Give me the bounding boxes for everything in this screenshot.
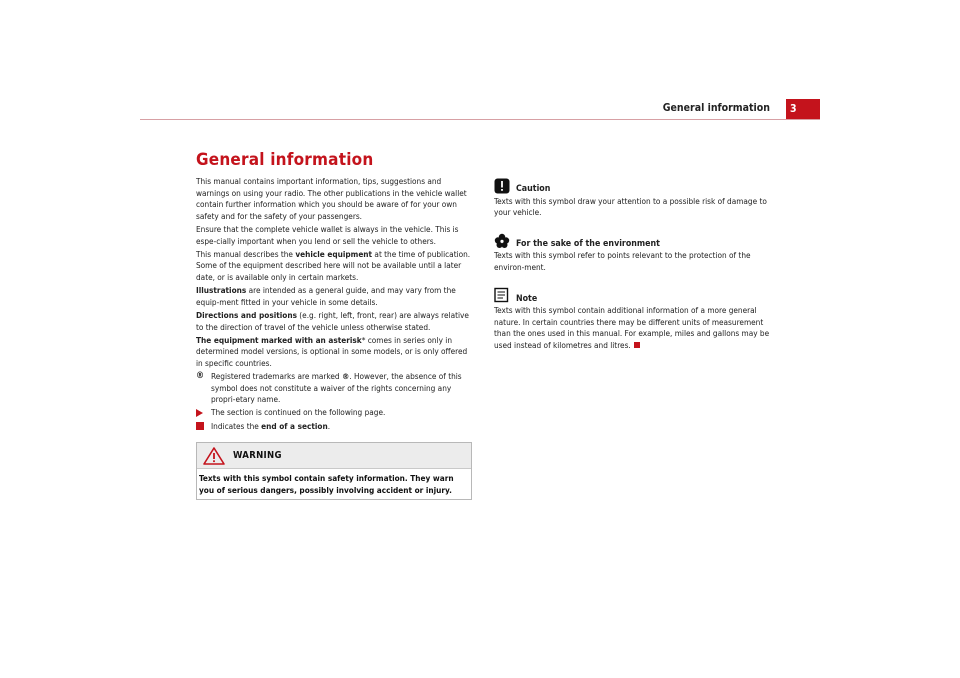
continued-item: The section is continued on the following page. (196, 407, 472, 419)
caution-heading (494, 176, 776, 196)
page-title: General information (196, 150, 374, 170)
continue-arrow-icon (196, 409, 203, 417)
registered-trademark-item: ® Registered trademarks are marked ®. However, the absence of this symbol does not constitute a waiver of the rights concerning any propri-etary name. (196, 371, 462, 405)
note-text: Texts with this symbol contain additional information of a more general nature. In certain countries there may be different units of measurement than the ones used in this manual. For example, miles and gallons may be used instead of kilometres and litres. (494, 305, 770, 350)
directions-paragraph: Directions and positions (e.g. right, left, front, rear) are always relative to the direction of travel of the vehicle unless otherwise stated. (196, 309, 469, 332)
warning-header (197, 443, 471, 469)
header-divider (140, 119, 820, 120)
page-number: 3 (790, 103, 797, 115)
note-heading (494, 286, 776, 306)
asterisk-paragraph: The equipment marked with an asterisk* comes in series only in determined model versions, is optional in some models, or is only offered in specific countries. (196, 334, 468, 368)
end-of-section-icon (634, 342, 640, 348)
note-title: Note (516, 293, 538, 304)
warning-triangle-icon (203, 447, 225, 465)
note-icon (494, 287, 510, 303)
registered-icon: ® (196, 371, 205, 382)
warning-box (196, 442, 472, 500)
end-of-section-icon (196, 422, 204, 430)
warning-title: WARNING (233, 450, 282, 462)
caution-text: Texts with this symbol draw your attention to a possible risk of damage to your vehicle. (494, 195, 767, 218)
environment-title: For the sake of the environment (516, 238, 660, 249)
caution-title: Caution (516, 184, 551, 194)
right-column (494, 176, 776, 353)
environment-text: Texts with this symbol refer to points relevant to the protection of the environ-ment. (494, 250, 751, 272)
equipment-paragraph: This manual describes the vehicle equipment at the time of publication. Some of the equipment described here will not be available until a later date, or is available only in certain markets. (196, 248, 471, 282)
caution-icon (494, 178, 510, 194)
intro-paragraph: This manual contains important information, tips, suggestions and warnings on using your radio. The other publications in the vehicle wallet contain further information which you should be aware of for your own safety and for the safety of your passengers. (196, 176, 467, 221)
warning-text: Texts with this symbol contain safety information. They warn you of serious dangers, possibly involving accident or injury. (199, 473, 454, 495)
environment-heading (494, 231, 776, 251)
wallet-paragraph: Ensure that the complete vehicle wallet is always in the vehicle. This is espe-cially important when you lend or sell the vehicle to others. (196, 223, 459, 246)
illustrations-paragraph: Illustrations are intended as a general guide, and may vary from the equip-ment fitted in your vehicle in some details. (196, 285, 456, 307)
left-column (196, 176, 472, 500)
end-of-section-item: Indicates the end of a section. (196, 421, 472, 433)
environment-flower-icon (494, 233, 510, 249)
running-header-title: General information (662, 102, 770, 114)
